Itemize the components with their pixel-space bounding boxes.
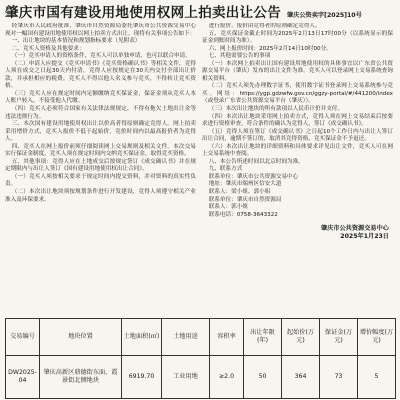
table-header-cell: 交易编号 xyxy=(6,319,40,356)
notice-title: 肇庆市国有建设用地使用权网上拍卖出让公告 xyxy=(5,5,281,21)
left-paragraph: 三、本次国有建设用地使用权出让以价高者得原则确定竞得人。网上拍卖采用增价方式，竞买人报价不低于起始价，竞价时间内以最高报价者为竞得人。 xyxy=(5,121,196,143)
left-paragraph: 四、竞买人在网上报价前须仔细阅读网上交易规则及相关文件。本次交易实行保证金制度，竞买人须在规定时间内交纳竞买保证金，取得竞买资格。 xyxy=(5,143,196,158)
right-paragraph: 联系人：梁小姐、郭小姐 xyxy=(208,189,271,196)
left-paragraph: （三）竞买人应在规定时间内足额缴纳竞买保证金，保证金须从竞买人本人账户转入，不接受他人代缴。 xyxy=(5,90,196,105)
right-paragraph: （三）本次出让地块的所有款项以人民币计价并支付。 xyxy=(208,106,343,113)
table-header-cell: 增价幅度(万元) xyxy=(358,319,396,356)
left-paragraph: 一、出让地块的基本情况和规划指标要求（见附表） xyxy=(11,38,141,45)
table-cell: 6919.70 xyxy=(122,356,162,399)
table-cell: 5 xyxy=(358,356,396,399)
left-paragraph: （一）竞买人须按相关要求于规定时间内提交资料，并对资料的真实性负责。 xyxy=(5,173,196,188)
notice-left-column xyxy=(5,23,196,328)
left-paragraph: （二）本次出让地块须按规划条件进行开发建设，竞得人须遵守相关产业准入及环保要求。 xyxy=(5,189,196,203)
right-paragraph: （一）本次网上拍卖出让国有建设用地使用权的具体事宜以广东省公共资源交易平台（肇庆）发布的出让文件为准。竞买人可以登录网上交易系统查询相关资料。 xyxy=(202,60,393,82)
signature-org: 肇庆市公共资源交易中心 xyxy=(320,225,389,233)
right-paragraph: 进行报价，报价由竞得者的原则确定竞得人。 xyxy=(208,23,321,29)
table-header-cell: 出让年限(年) xyxy=(244,319,282,356)
table-cell: ≥2.0 xyxy=(210,356,244,399)
table-header-cell: 土地用途 xyxy=(162,319,210,356)
document-number: 肇庆公资卖字[2025]10号 xyxy=(287,12,362,19)
signature-date: 2025年1月23日 xyxy=(340,233,389,241)
table-header-cell: 土地面积(㎡) xyxy=(122,319,162,356)
right-paragraph: 联系单位：肇庆市公共资源交易中心 xyxy=(208,173,299,180)
right-paragraph: 联系单位：肇庆市自然资源局 xyxy=(208,196,282,203)
notice-body xyxy=(5,23,395,328)
table-cell: 肇庆高新区鼎德街东面、霞景街北侧地块 xyxy=(40,356,122,399)
notice-signature xyxy=(202,225,393,241)
right-paragraph: （六）本次出让地块的详细资料和具体要求详见出让文件，竞买人可在网上交易系统中查阅。 xyxy=(202,143,393,158)
left-paragraph: （四）竞买人必须符合国家有关法律法规规定，不得有拖欠土地出让金等违法违规行为。 xyxy=(5,106,196,120)
right-paragraph: 七、其他需要公告的事项 xyxy=(208,53,271,60)
right-paragraph: 联系人：郭小姐 xyxy=(208,204,248,211)
left-paragraph: 二、竞买人资格及其他要求： xyxy=(11,45,85,52)
table-header-cell: 容积率 xyxy=(210,319,244,356)
table-cell: 73 xyxy=(320,356,358,399)
table-body xyxy=(6,356,396,399)
left-paragraph: （二）申请人应提交《竞买申请书》《竞买资格确认书》等相关文件，竞得人须在成交之日起30天内付清，竞得人应按规定在30天内交付全部出让价款，并承担相应的税费。竞买人不得以他人名义参与竞买，不得转让竞买资格。 xyxy=(5,60,196,90)
right-paragraph: 联系电话：0758-3643322 xyxy=(208,211,278,218)
table-cell: 364 xyxy=(282,356,320,399)
right-paragraph: 地址：肇庆市端州区信安大道 xyxy=(208,181,282,188)
right-paragraph: （二）竞买人须先办理数字证书，使用数字证书登录网上交易系统参与竞买。网址：https://ygp.gdzwfw.gov.cn/ggzy-portal/#/441200/index（或登录广东省公共资源交易平台（肇庆））。 xyxy=(202,83,393,105)
table-header-row xyxy=(6,319,396,356)
table-cell: DW2025-04 xyxy=(6,356,40,399)
notice-header xyxy=(5,4,395,21)
left-paragraph: 五、其他事项：竞得人应在土地成交后按规定签订《成交确认书》并在规定期限内与出让人签订《国有建设用地使用权出让合同》。 xyxy=(5,158,196,173)
right-paragraph: （五）竞得人须在签订《成交确认书》之日起10个工作日内与出让人签订出让合同，逾期不签订的，取消其竞得资格，竞买保证金不予退还。 xyxy=(202,128,393,143)
table-header-cell: 起始价(万元) xyxy=(282,319,320,356)
table-cell: 工业用地 xyxy=(162,356,210,399)
right-paragraph: 六、网上报价时间：2025年2月14日10时00分。 xyxy=(208,45,332,52)
table-row xyxy=(6,356,396,399)
right-paragraph: （四）本次出让地块采用网上拍卖方式，竞得人须在网上交易结束后按要求进行资格审查，符合条件的确认为竞得人，签订《成交确认书》。 xyxy=(202,113,393,128)
right-paragraph: 五、竞买保证金截止时间为2025年2月13日17时00分（以系统显示的保证金到账时间为准）。 xyxy=(202,30,393,45)
right-paragraph: 八、本公告所述时间以北京时间为准。 xyxy=(208,158,304,165)
left-paragraph: （一）竞买申请人的资格条件，竞买人可以单独申请，也可以联合申请。 xyxy=(11,53,191,60)
notice-right-paragraphs xyxy=(202,23,393,219)
table-cell: 50 xyxy=(244,356,282,399)
right-paragraph: 九、联系方式 xyxy=(208,166,243,173)
table-header-cell: 地块位置 xyxy=(40,319,122,356)
land-parcel-table xyxy=(5,318,396,399)
notice-right-column xyxy=(202,23,393,328)
left-paragraph: 经肇庆市人民政府批准，肇庆市自然资源局委托肇庆市公共资源交易中心现对一幅国有建设用地使用权以网上拍卖方式出让。现将有关事项公告如下： xyxy=(5,23,196,37)
table-header-cell: 保证金(万元) xyxy=(320,319,358,356)
